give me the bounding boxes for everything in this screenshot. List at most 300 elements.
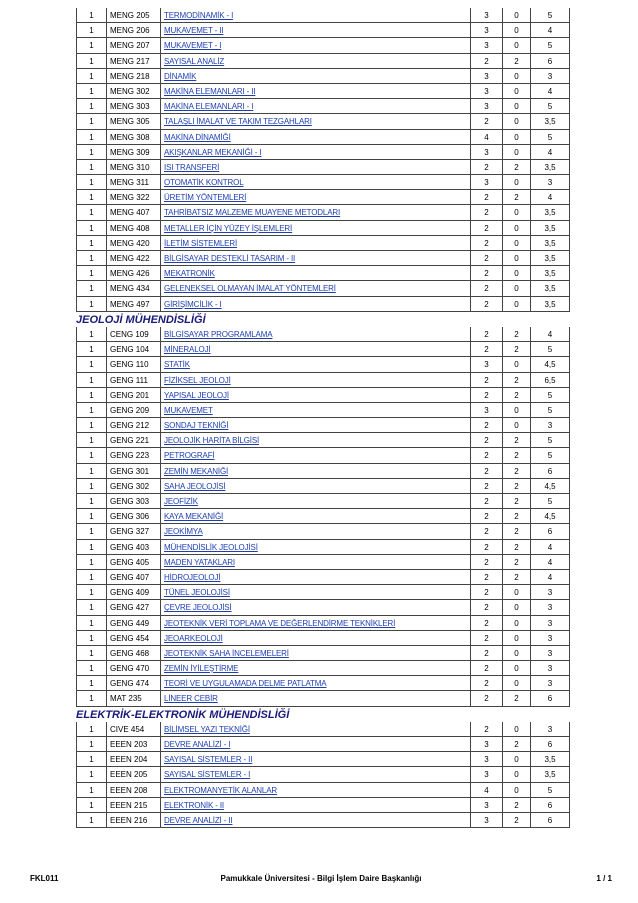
theory-hours: 2 bbox=[470, 190, 502, 204]
course-link[interactable]: BİLİMSEL YAZI TEKNİĞİ bbox=[164, 724, 250, 734]
theory-hours: 2 bbox=[470, 661, 502, 675]
theory-hours: 2 bbox=[470, 600, 502, 614]
practice-hours: 0 bbox=[502, 403, 530, 417]
theory-hours: 2 bbox=[470, 524, 502, 538]
practice-hours: 2 bbox=[502, 509, 530, 523]
practice-hours: 0 bbox=[502, 84, 530, 98]
course-link[interactable]: ISI TRANSFERİ bbox=[164, 162, 220, 172]
theory-hours: 2 bbox=[470, 160, 502, 174]
practice-hours: 2 bbox=[502, 494, 530, 508]
course-code: MENG 322 bbox=[106, 190, 160, 204]
semester-cell: 1 bbox=[76, 297, 106, 311]
semester-cell: 1 bbox=[76, 479, 106, 493]
ects-credits: 5 bbox=[530, 342, 570, 356]
semester-cell: 1 bbox=[76, 23, 106, 37]
theory-hours: 2 bbox=[470, 54, 502, 68]
course-link[interactable]: ELEKTRONİK - II bbox=[164, 800, 224, 810]
course-name-cell bbox=[160, 418, 470, 432]
course-link[interactable]: SAHA JEOLOJİSİ bbox=[164, 481, 226, 491]
practice-hours: 2 bbox=[502, 190, 530, 204]
semester-cell: 1 bbox=[76, 388, 106, 402]
course-code: GENG 201 bbox=[106, 388, 160, 402]
course-name-cell bbox=[160, 676, 470, 690]
table-row bbox=[76, 236, 570, 251]
table-row bbox=[76, 783, 570, 798]
course-link[interactable]: BİLGİSAYAR DESTEKLİ TASARIM - II bbox=[164, 254, 296, 263]
course-link[interactable]: SAYISAL ANALİZ bbox=[164, 56, 225, 66]
course-code: GENG 301 bbox=[106, 464, 160, 478]
ects-credits: 6 bbox=[530, 691, 570, 705]
practice-hours: 0 bbox=[502, 585, 530, 599]
course-code: MENG 310 bbox=[106, 160, 160, 174]
practice-hours: 2 bbox=[502, 479, 530, 493]
table-row bbox=[76, 69, 570, 84]
course-link[interactable]: TEORİ VE UYGULAMADA DELME PATLATMA bbox=[164, 679, 327, 689]
table-row bbox=[76, 327, 570, 342]
ects-credits: 4,5 bbox=[530, 509, 570, 523]
table-row bbox=[76, 84, 570, 99]
ects-credits: 3,5 bbox=[530, 221, 570, 235]
course-code: GENG 470 bbox=[106, 661, 160, 675]
course-link[interactable]: JEOTEKNİK SAHA İNCELEMELERİ bbox=[164, 648, 289, 658]
course-link[interactable]: JEOFİZİK bbox=[164, 497, 198, 506]
practice-hours: 0 bbox=[502, 175, 530, 189]
course-name-cell bbox=[160, 266, 470, 280]
table-row bbox=[76, 798, 570, 813]
theory-hours: 2 bbox=[470, 236, 502, 250]
course-code: GENG 449 bbox=[106, 616, 160, 630]
semester-cell: 1 bbox=[76, 600, 106, 614]
ects-credits: 5 bbox=[530, 99, 570, 113]
theory-hours: 2 bbox=[470, 221, 502, 235]
course-code: GENG 474 bbox=[106, 676, 160, 690]
practice-hours: 2 bbox=[502, 570, 530, 584]
ects-credits: 4 bbox=[530, 540, 570, 554]
practice-hours: 0 bbox=[502, 600, 530, 614]
course-name-cell bbox=[160, 798, 470, 812]
course-code: MENG 426 bbox=[106, 266, 160, 280]
theory-hours: 2 bbox=[470, 540, 502, 554]
table-row bbox=[76, 114, 570, 129]
course-link[interactable]: JEOLOJİK HARİTA BİLGİSİ bbox=[164, 436, 260, 446]
course-code: GENG 110 bbox=[106, 357, 160, 371]
theory-hours: 3 bbox=[470, 175, 502, 189]
course-code: MENG 309 bbox=[106, 145, 160, 159]
course-code: GENG 209 bbox=[106, 403, 160, 417]
practice-hours: 0 bbox=[502, 722, 530, 736]
practice-hours: 2 bbox=[502, 448, 530, 462]
ects-credits: 3 bbox=[530, 661, 570, 675]
table-row bbox=[76, 600, 570, 615]
theory-hours: 2 bbox=[470, 266, 502, 280]
course-code: MENG 434 bbox=[106, 281, 160, 295]
ects-credits: 5 bbox=[530, 433, 570, 447]
theory-hours: 4 bbox=[470, 130, 502, 144]
course-code: MENG 305 bbox=[106, 114, 160, 128]
theory-hours: 2 bbox=[470, 691, 502, 705]
course-link[interactable]: ZEMİN İYİLEŞTİRME bbox=[164, 664, 239, 674]
course-link[interactable]: FİZİKSEL JEOLOJİ bbox=[164, 375, 231, 385]
theory-hours: 2 bbox=[470, 616, 502, 630]
theory-hours: 3 bbox=[470, 767, 502, 781]
course-code: GENG 468 bbox=[106, 646, 160, 660]
course-code: MENG 497 bbox=[106, 297, 160, 311]
course-code: MAT 235 bbox=[106, 691, 160, 705]
course-name-cell bbox=[160, 54, 470, 68]
semester-cell: 1 bbox=[76, 403, 106, 417]
course-name-cell bbox=[160, 160, 470, 174]
course-link[interactable]: JEOTEKNİK VERİ TOPLAMA VE DEĞERLENDİRME TEKNİKLERİ bbox=[164, 618, 396, 628]
practice-hours: 0 bbox=[502, 767, 530, 781]
practice-hours: 0 bbox=[502, 145, 530, 159]
course-name-cell bbox=[160, 555, 470, 569]
course-link[interactable]: SAYISAL SİSTEMLER - II bbox=[164, 755, 253, 765]
semester-cell: 1 bbox=[76, 266, 106, 280]
theory-hours: 3 bbox=[470, 99, 502, 113]
table-row bbox=[76, 524, 570, 539]
course-code: MENG 303 bbox=[106, 99, 160, 113]
practice-hours: 2 bbox=[502, 327, 530, 341]
table-row bbox=[76, 509, 570, 524]
ects-credits: 3 bbox=[530, 722, 570, 736]
ects-credits: 3 bbox=[530, 585, 570, 599]
theory-hours: 2 bbox=[470, 722, 502, 736]
table-row bbox=[76, 281, 570, 296]
theory-hours: 2 bbox=[470, 509, 502, 523]
course-link[interactable]: MUKAVEMET bbox=[164, 405, 213, 415]
course-link[interactable]: GİRİŞİMCİLİK - I bbox=[164, 299, 222, 309]
course-link[interactable]: ÜRETİM YÖNTEMLERİ bbox=[164, 193, 247, 203]
theory-hours: 2 bbox=[470, 251, 502, 265]
course-link[interactable]: KAYA MEKANİĞİ bbox=[164, 512, 224, 522]
course-link[interactable]: YAPISAL JEOLOJİ bbox=[164, 390, 229, 400]
course-code: GENG 454 bbox=[106, 631, 160, 645]
course-link[interactable]: JEOARKEOLOJİ bbox=[164, 633, 223, 643]
course-name-cell bbox=[160, 357, 470, 371]
ects-credits: 4,5 bbox=[530, 357, 570, 371]
ects-credits: 4 bbox=[530, 190, 570, 204]
semester-cell: 1 bbox=[76, 646, 106, 660]
ects-credits: 6 bbox=[530, 524, 570, 538]
course-name-cell bbox=[160, 69, 470, 83]
course-name-cell bbox=[160, 281, 470, 295]
practice-hours: 0 bbox=[502, 205, 530, 219]
course-link[interactable]: BİLGİSAYAR PROGRAMLAMA bbox=[164, 329, 273, 339]
ects-credits: 3,5 bbox=[530, 236, 570, 250]
table-row bbox=[76, 540, 570, 555]
course-link[interactable]: MEKATRONİK bbox=[164, 269, 215, 279]
course-code: GENG 302 bbox=[106, 479, 160, 493]
course-name-cell bbox=[160, 145, 470, 159]
practice-hours: 2 bbox=[502, 540, 530, 554]
course-code: MENG 408 bbox=[106, 221, 160, 235]
course-code: GENG 306 bbox=[106, 509, 160, 523]
course-link[interactable]: TAHRİBATSIZ MALZEME MUAYENE METODLARI bbox=[164, 208, 341, 218]
course-link[interactable]: MİNERALOJİ bbox=[164, 345, 211, 355]
semester-cell: 1 bbox=[76, 99, 106, 113]
semester-cell: 1 bbox=[76, 357, 106, 371]
course-link[interactable]: MÜHENDİSLİK JEOLOJİSİ bbox=[164, 542, 258, 552]
course-name-cell bbox=[160, 130, 470, 144]
ects-credits: 5 bbox=[530, 448, 570, 462]
course-name-cell bbox=[160, 783, 470, 797]
semester-cell: 1 bbox=[76, 84, 106, 98]
practice-hours: 2 bbox=[502, 691, 530, 705]
table-row bbox=[76, 342, 570, 357]
table-row bbox=[76, 357, 570, 372]
ects-credits: 4 bbox=[530, 327, 570, 341]
ects-credits: 3,5 bbox=[530, 266, 570, 280]
course-code: MENG 422 bbox=[106, 251, 160, 265]
course-link[interactable]: STATİK bbox=[164, 360, 190, 370]
ects-credits: 5 bbox=[530, 38, 570, 52]
ects-credits: 3 bbox=[530, 175, 570, 189]
theory-hours: 3 bbox=[470, 69, 502, 83]
table-row bbox=[76, 661, 570, 676]
course-name-cell bbox=[160, 509, 470, 523]
course-name-cell bbox=[160, 722, 470, 736]
course-code: EEEN 203 bbox=[106, 737, 160, 751]
course-link[interactable]: İLETİM SİSTEMLERİ bbox=[164, 238, 238, 248]
practice-hours: 0 bbox=[502, 221, 530, 235]
semester-cell: 1 bbox=[76, 464, 106, 478]
course-name-cell bbox=[160, 327, 470, 341]
theory-hours: 2 bbox=[470, 570, 502, 584]
theory-hours: 2 bbox=[470, 418, 502, 432]
practice-hours: 0 bbox=[502, 130, 530, 144]
course-code: MENG 420 bbox=[106, 236, 160, 250]
course-link[interactable]: LİNEER CEBİR bbox=[164, 694, 218, 704]
ects-credits: 3,5 bbox=[530, 251, 570, 265]
practice-hours: 0 bbox=[502, 69, 530, 83]
theory-hours: 2 bbox=[470, 433, 502, 447]
course-link[interactable]: MAKİNA ELEMANLARI - II bbox=[164, 86, 256, 96]
semester-cell: 1 bbox=[76, 205, 106, 219]
semester-cell: 1 bbox=[76, 160, 106, 174]
course-link[interactable]: DEVRE ANALİZİ - I bbox=[164, 740, 231, 749]
semester-cell: 1 bbox=[76, 691, 106, 705]
theory-hours: 3 bbox=[470, 737, 502, 751]
table-row bbox=[76, 752, 570, 767]
course-name-cell bbox=[160, 342, 470, 356]
table-row bbox=[76, 99, 570, 114]
practice-hours: 0 bbox=[502, 646, 530, 660]
course-link[interactable]: TERMODİNAMİK - I bbox=[164, 11, 234, 20]
course-name-cell bbox=[160, 373, 470, 387]
section-title: JEOLOJİ MÜHENDİSLİĞİ bbox=[76, 313, 206, 326]
semester-cell: 1 bbox=[76, 631, 106, 645]
semester-cell: 1 bbox=[76, 767, 106, 781]
course-name-cell bbox=[160, 631, 470, 645]
course-link[interactable]: MAKİNA DİNAMİĞİ bbox=[164, 132, 231, 142]
course-link[interactable]: SONDAJ TEKNİĞİ bbox=[164, 421, 229, 431]
semester-cell: 1 bbox=[76, 327, 106, 341]
theory-hours: 2 bbox=[470, 327, 502, 341]
course-link[interactable]: GELENEKSEL OLMAYAN İMALAT YÖNTEMLERİ bbox=[164, 284, 336, 294]
course-code: CIVE 454 bbox=[106, 722, 160, 736]
course-link[interactable]: TÜNEL JEOLOJİSİ bbox=[164, 588, 230, 598]
semester-cell: 1 bbox=[76, 281, 106, 295]
course-name-cell bbox=[160, 8, 470, 22]
course-name-cell bbox=[160, 813, 470, 827]
practice-hours: 0 bbox=[502, 99, 530, 113]
table-row bbox=[76, 737, 570, 752]
ects-credits: 3,5 bbox=[530, 752, 570, 766]
practice-hours: 2 bbox=[502, 342, 530, 356]
course-code: GENG 212 bbox=[106, 418, 160, 432]
table-row bbox=[76, 251, 570, 266]
theory-hours: 2 bbox=[470, 342, 502, 356]
theory-hours: 3 bbox=[470, 357, 502, 371]
practice-hours: 0 bbox=[502, 783, 530, 797]
semester-cell: 1 bbox=[76, 130, 106, 144]
ects-credits: 3,5 bbox=[530, 205, 570, 219]
course-link[interactable]: HİDROJEOLOJİ bbox=[164, 572, 221, 582]
theory-hours: 2 bbox=[470, 373, 502, 387]
semester-cell: 1 bbox=[76, 38, 106, 52]
theory-hours: 2 bbox=[470, 205, 502, 219]
practice-hours: 0 bbox=[502, 357, 530, 371]
practice-hours: 0 bbox=[502, 114, 530, 128]
table-row bbox=[76, 448, 570, 463]
practice-hours: 2 bbox=[502, 737, 530, 751]
practice-hours: 0 bbox=[502, 281, 530, 295]
course-name-cell bbox=[160, 84, 470, 98]
semester-cell: 1 bbox=[76, 342, 106, 356]
table-row bbox=[76, 691, 570, 706]
theory-hours: 2 bbox=[470, 676, 502, 690]
ects-credits: 3 bbox=[530, 631, 570, 645]
semester-cell: 1 bbox=[76, 8, 106, 22]
course-name-cell bbox=[160, 221, 470, 235]
ects-credits: 5 bbox=[530, 388, 570, 402]
course-code: EEEN 208 bbox=[106, 783, 160, 797]
ects-credits: 3,5 bbox=[530, 114, 570, 128]
course-link[interactable]: ÇEVRE JEOLOJİSİ bbox=[164, 603, 232, 613]
ects-credits: 4 bbox=[530, 23, 570, 37]
practice-hours: 0 bbox=[502, 418, 530, 432]
course-name-cell bbox=[160, 585, 470, 599]
ects-credits: 3 bbox=[530, 646, 570, 660]
course-code: GENG 303 bbox=[106, 494, 160, 508]
table-row bbox=[76, 616, 570, 631]
ects-credits: 5 bbox=[530, 783, 570, 797]
course-name-cell bbox=[160, 479, 470, 493]
course-name-cell bbox=[160, 448, 470, 462]
course-code: MENG 217 bbox=[106, 54, 160, 68]
course-link[interactable]: AKIŞKANLAR MEKANİĞİ - I bbox=[164, 147, 262, 157]
semester-cell: 1 bbox=[76, 661, 106, 675]
section-heading bbox=[76, 312, 570, 327]
course-name-cell bbox=[160, 646, 470, 660]
course-name-cell bbox=[160, 524, 470, 538]
course-link[interactable]: PETROGRAFİ bbox=[164, 451, 215, 461]
course-link[interactable]: ZEMİN MEKANİĞİ bbox=[164, 466, 229, 476]
course-name-cell bbox=[160, 388, 470, 402]
practice-hours: 2 bbox=[502, 798, 530, 812]
table-row bbox=[76, 190, 570, 205]
course-link[interactable]: MUKAVEMET - II bbox=[164, 26, 224, 36]
course-link[interactable]: MAKİNA ELEMANLARI - I bbox=[164, 102, 254, 112]
course-name-cell bbox=[160, 767, 470, 781]
course-code: MENG 218 bbox=[106, 69, 160, 83]
table-row bbox=[76, 433, 570, 448]
course-name-cell bbox=[160, 737, 470, 751]
practice-hours: 0 bbox=[502, 297, 530, 311]
table-row bbox=[76, 570, 570, 585]
table-row bbox=[76, 297, 570, 312]
table-row bbox=[76, 175, 570, 190]
semester-cell: 1 bbox=[76, 752, 106, 766]
semester-cell: 1 bbox=[76, 114, 106, 128]
ects-credits: 6 bbox=[530, 737, 570, 751]
table-row bbox=[76, 676, 570, 691]
table-row bbox=[76, 373, 570, 388]
course-name-cell bbox=[160, 23, 470, 37]
course-name-cell bbox=[160, 752, 470, 766]
semester-cell: 1 bbox=[76, 69, 106, 83]
course-link[interactable]: METALLER İÇİN YÜZEY İŞLEMLERİ bbox=[164, 223, 293, 233]
theory-hours: 2 bbox=[470, 114, 502, 128]
course-link[interactable]: DİNAMİK bbox=[164, 71, 197, 81]
semester-cell: 1 bbox=[76, 418, 106, 432]
practice-hours: 0 bbox=[502, 676, 530, 690]
form-code: FKL011 bbox=[30, 874, 59, 883]
course-name-cell bbox=[160, 600, 470, 614]
page-number: 1 / 1 bbox=[596, 874, 612, 883]
practice-hours: 0 bbox=[502, 38, 530, 52]
course-code: GENG 405 bbox=[106, 555, 160, 569]
practice-hours: 2 bbox=[502, 373, 530, 387]
table-row bbox=[76, 145, 570, 160]
course-name-cell bbox=[160, 99, 470, 113]
theory-hours: 2 bbox=[470, 585, 502, 599]
theory-hours: 3 bbox=[470, 84, 502, 98]
course-name-cell bbox=[160, 540, 470, 554]
course-code: GENG 403 bbox=[106, 540, 160, 554]
course-code: MENG 205 bbox=[106, 8, 160, 22]
theory-hours: 2 bbox=[470, 555, 502, 569]
theory-hours: 2 bbox=[470, 494, 502, 508]
ects-credits: 3 bbox=[530, 418, 570, 432]
table-row bbox=[76, 130, 570, 145]
course-link[interactable]: JEOKİMYA bbox=[164, 527, 203, 537]
course-link[interactable]: MUKAVEMET - I bbox=[164, 41, 222, 51]
semester-cell: 1 bbox=[76, 509, 106, 523]
course-code: GENG 409 bbox=[106, 585, 160, 599]
theory-hours: 3 bbox=[470, 752, 502, 766]
course-link[interactable]: SAYISAL SİSTEMLER - I bbox=[164, 770, 251, 780]
ects-credits: 5 bbox=[530, 403, 570, 417]
practice-hours: 0 bbox=[502, 631, 530, 645]
course-link[interactable]: MADEN YATAKLARI bbox=[164, 557, 235, 567]
practice-hours: 0 bbox=[502, 266, 530, 280]
practice-hours: 2 bbox=[502, 160, 530, 174]
course-name-cell bbox=[160, 691, 470, 705]
table-row bbox=[76, 38, 570, 53]
course-link[interactable]: TALAŞLI İMALAT VE TAKIM TEZGAHLARI bbox=[164, 117, 312, 127]
course-link[interactable]: DEVRE ANALİZİ - II bbox=[164, 815, 233, 825]
semester-cell: 1 bbox=[76, 783, 106, 797]
semester-cell: 1 bbox=[76, 524, 106, 538]
ects-credits: 3 bbox=[530, 600, 570, 614]
course-link[interactable]: ELEKTROMANYETİK ALANLAR bbox=[164, 785, 278, 795]
practice-hours: 0 bbox=[502, 236, 530, 250]
theory-hours: 3 bbox=[470, 8, 502, 22]
semester-cell: 1 bbox=[76, 813, 106, 827]
theory-hours: 2 bbox=[470, 297, 502, 311]
course-link[interactable]: OTOMATİK KONTROL bbox=[164, 178, 244, 188]
